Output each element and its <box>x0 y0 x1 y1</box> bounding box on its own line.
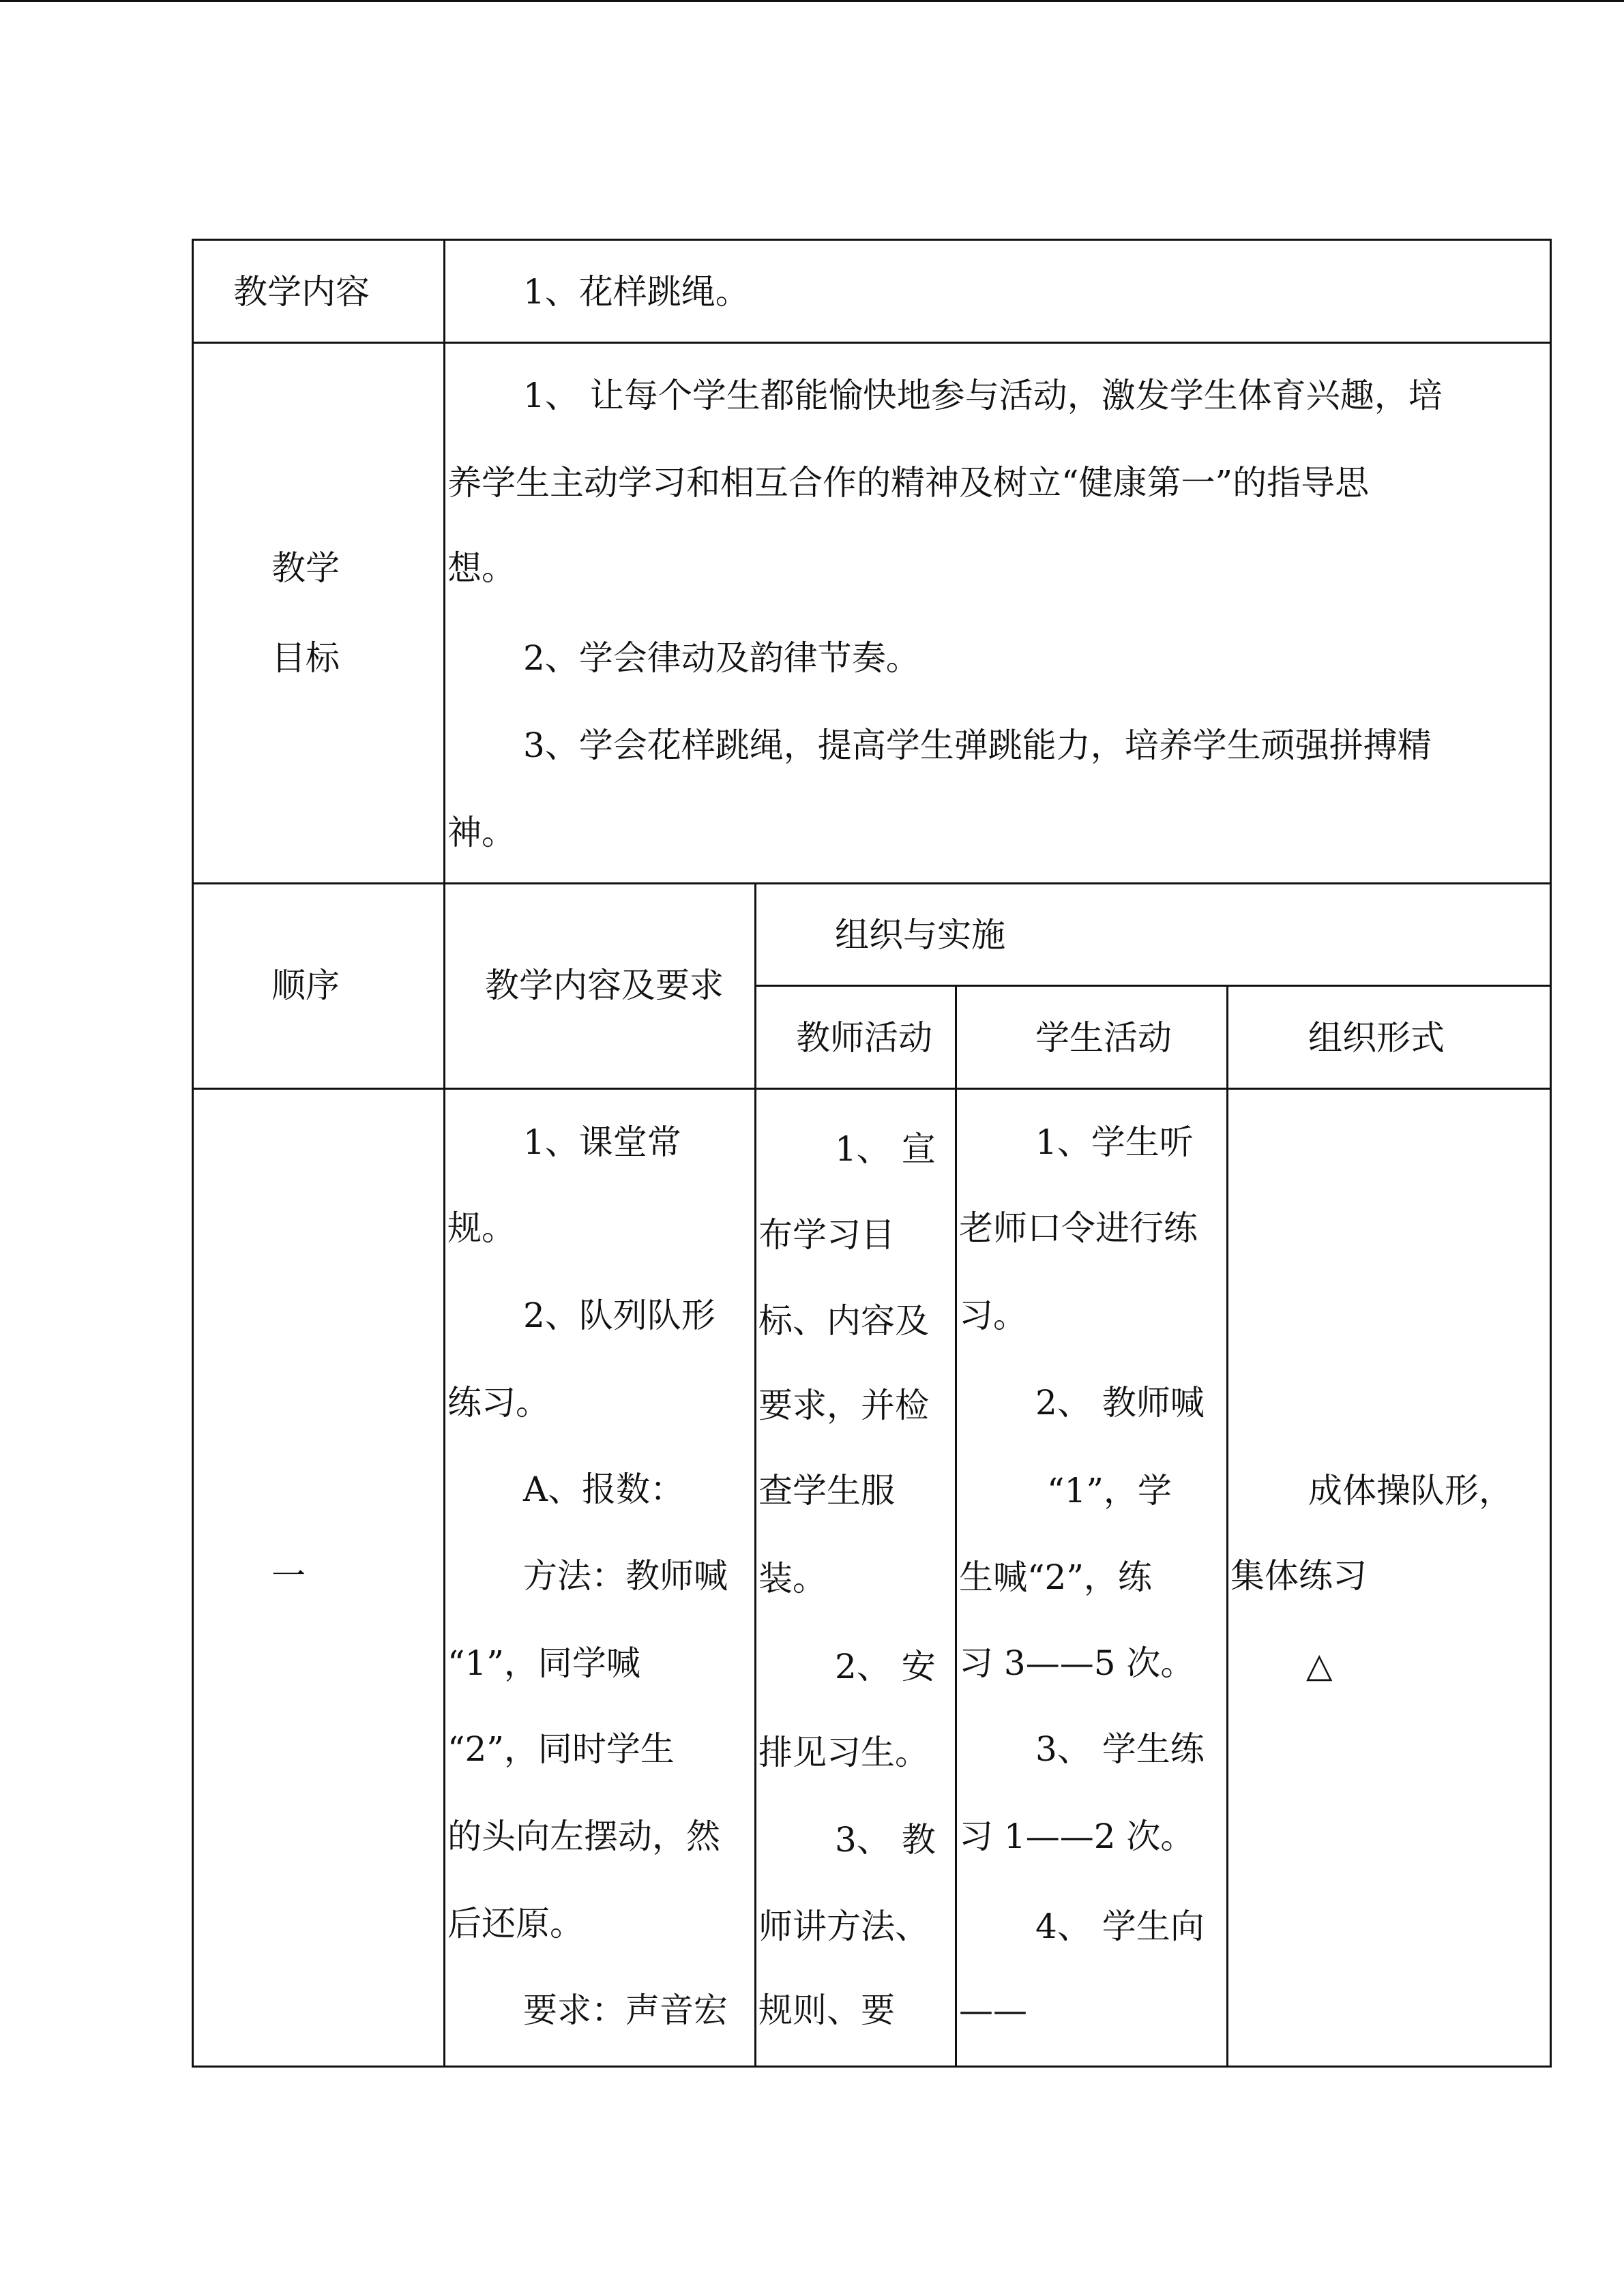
content-line-11: 要求：声音宏 <box>523 1991 728 2030</box>
teacher-line-6: 装。 <box>758 1559 827 1598</box>
triangle-symbol: △ <box>1306 1645 1333 1685</box>
header-organization-implementation: 组织与实施 <box>835 915 1005 955</box>
student-line-9: 习 1——2 次。 <box>959 1817 1195 1856</box>
content-line-5: A、报数： <box>523 1470 685 1509</box>
teacher-line-1: 1、 宣 <box>835 1129 936 1169</box>
content-line-1: 1、课堂常 <box>523 1122 681 1162</box>
content-line-7: “1”，同学喊 <box>447 1643 640 1683</box>
teacher-line-8: 排见习生。 <box>758 1733 929 1772</box>
teaching-goal-line-2: 养学生主动学习和相互合作的精神及树立“健康第一”的指导思 <box>447 463 1370 503</box>
teaching-goal-label-line-2: 目标 <box>271 638 340 678</box>
content-line-2: 规。 <box>447 1208 516 1248</box>
content-line-6: 方法：教师喊 <box>523 1556 728 1596</box>
header-order: 顺序 <box>271 966 340 1005</box>
student-line-3: 习。 <box>959 1296 1027 1335</box>
teacher-line-4: 要求，并检 <box>758 1386 929 1425</box>
teacher-line-10: 师讲方法、 <box>758 1907 929 1946</box>
content-line-10: 后还原。 <box>447 1904 584 1943</box>
content-line-4: 练习。 <box>447 1383 550 1422</box>
form-line-2: 集体练习 <box>1230 1556 1367 1596</box>
table-rule-1 <box>192 342 1552 344</box>
teacher-line-5: 查学生服 <box>758 1471 895 1510</box>
header-student-activity: 学生活动 <box>1035 1018 1172 1058</box>
student-line-6: 生喊“2”，练 <box>959 1557 1152 1597</box>
teaching-content-text: 1、花样跳绳。 <box>523 272 750 312</box>
table-rule-4 <box>192 1088 1552 1090</box>
table-col-rule-3 <box>955 985 957 2068</box>
teacher-line-2: 布学习目 <box>758 1215 895 1255</box>
table-rule-3 <box>754 985 1552 987</box>
table-col-rule-4 <box>1226 985 1228 2068</box>
teaching-goal-line-5: 3、学会花样跳绳，提高学生弹跳能力，培养学生顽强拼搏精 <box>523 726 1432 765</box>
table-col-rule-2 <box>754 882 756 2068</box>
table-border-right <box>1550 239 1552 2068</box>
page-top-border <box>0 0 1624 2</box>
table-border-bottom <box>192 2066 1552 2068</box>
student-line-10: 4、 学生向 <box>1035 1907 1205 1946</box>
table-col-rule-1 <box>443 239 445 2068</box>
content-line-3: 2、队列队形 <box>523 1296 715 1335</box>
teacher-line-7: 2、 安 <box>835 1647 936 1686</box>
teacher-line-3: 标、内容及 <box>758 1301 929 1341</box>
teaching-goal-line-1: 1、 让每个学生都能愉快地参与活动，激发学生体育兴趣，培 <box>523 376 1443 415</box>
table-border-top <box>192 239 1552 241</box>
header-organization-form: 组织形式 <box>1308 1018 1445 1058</box>
teaching-goal-label-line-1: 教学 <box>271 548 340 588</box>
teaching-goal-line-4: 2、学会律动及韵律节奏。 <box>523 638 920 678</box>
teacher-line-9: 3、 教 <box>835 1820 936 1860</box>
section-order-one: 一 <box>271 1556 306 1596</box>
student-line-1: 1、学生听 <box>1035 1122 1194 1162</box>
teaching-goal-line-3: 想。 <box>447 548 516 588</box>
student-line-2: 老师口令进行练 <box>959 1208 1198 1248</box>
student-line-11: —— <box>959 1991 1027 2030</box>
teacher-line-11: 规则、要 <box>758 1991 895 2030</box>
teaching-goal-line-6: 神。 <box>447 813 516 852</box>
content-line-9: 的头向左摆动，然 <box>447 1817 720 1856</box>
table-border-left <box>192 239 194 2068</box>
form-line-1: 成体操队形， <box>1308 1471 1513 1510</box>
student-line-4: 2、 教师喊 <box>1035 1383 1205 1422</box>
table-rule-2 <box>192 882 1552 884</box>
student-line-7: 习 3——5 次。 <box>959 1643 1195 1683</box>
content-line-8: “2”，同时学生 <box>447 1729 675 1769</box>
student-line-5: “1”，学 <box>1047 1471 1172 1510</box>
header-content-requirements: 教学内容及要求 <box>485 966 724 1005</box>
teaching-content-label: 教学内容 <box>233 272 370 312</box>
header-teacher-activity: 教师活动 <box>796 1018 932 1058</box>
student-line-8: 3、 学生练 <box>1035 1729 1205 1769</box>
